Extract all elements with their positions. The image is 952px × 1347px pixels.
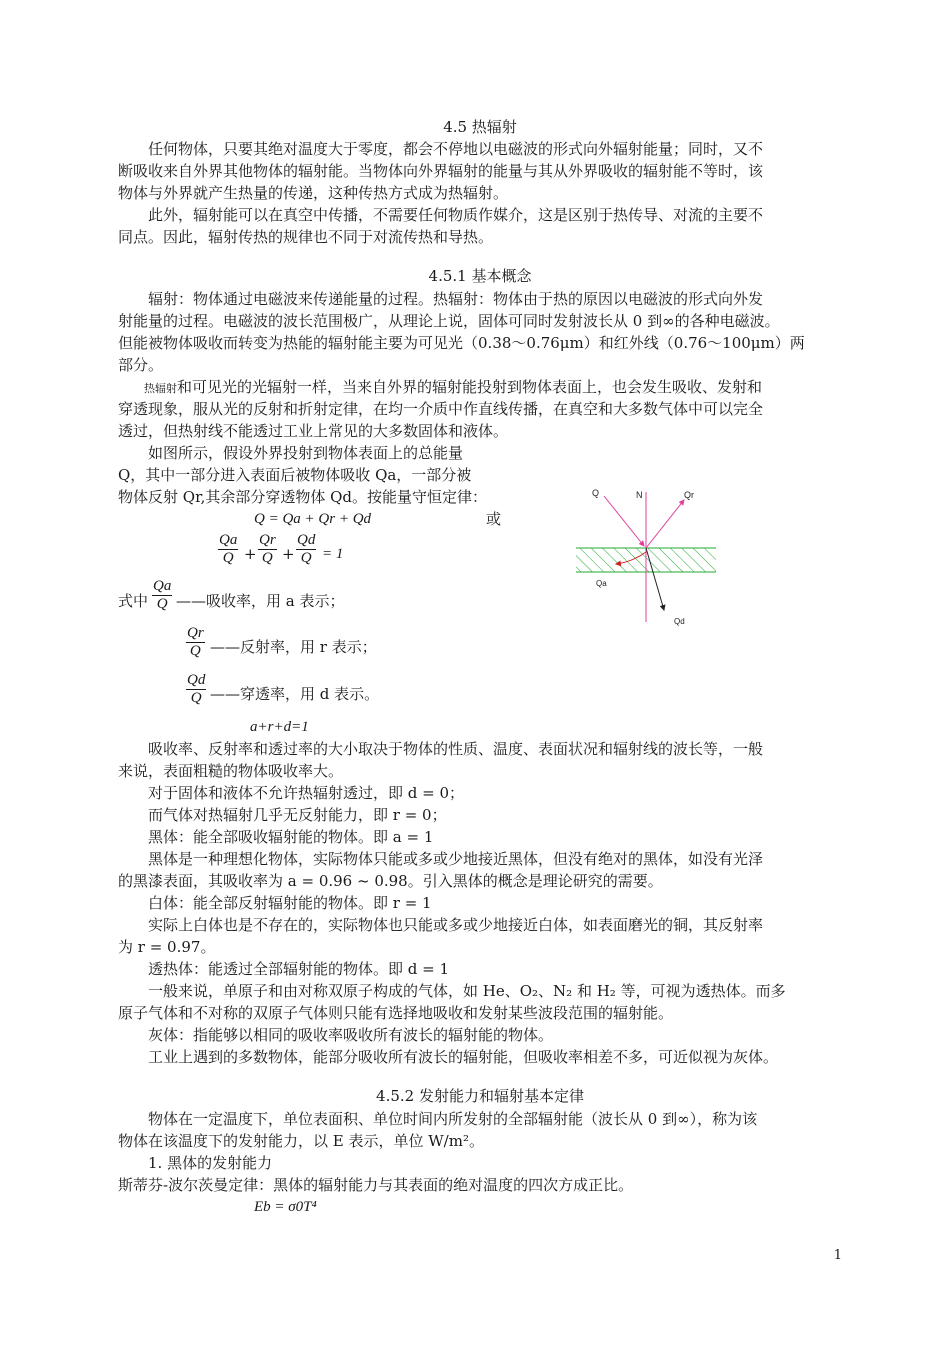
paragraph-line: 透过，但热射线不能透过工业上常见的大多数固体和液体。: [118, 422, 509, 440]
definition-reflectivity: ——反射率，用 r 表示；: [210, 638, 377, 656]
fraction-qd-q: Qd Q: [297, 532, 316, 566]
small-text: 热辐射: [144, 382, 177, 395]
definition-absorptivity: ——吸收率，用 a 表示；: [176, 592, 345, 610]
paragraph-line: [144, 376, 842, 400]
paragraph-line: 辐射：物体通过电磁波来传递能量的过程。热辐射：物体由于热的原因以电磁波的形式向外发: [148, 290, 764, 308]
paragraph-line: Q，其中一部分进入表面后被物体吸收 Qa，一部分被: [118, 466, 472, 484]
definition-transmissivity: ——穿透率，用 d 表示。: [210, 685, 380, 703]
paragraph-line: 如图所示，假设外界投射到物体表面上的总能量: [148, 444, 464, 462]
paragraph-line: 白体：能全部反射辐射能的物体。即 r = 1: [148, 894, 432, 912]
equation-sum-one: a+r+d=1: [250, 719, 309, 735]
intro-line: 物体与外界就产生热量的传递，这种传热方式成为热辐射。: [118, 184, 509, 202]
subsection-heading: 4.5.1 基本概念: [428, 267, 532, 285]
page-number: 1: [833, 1248, 842, 1263]
intro-line: 此外，辐射能可以在真空中传播，不需要任何物质作媒介，这是区别于热传导、对流的主要不: [148, 206, 764, 224]
paragraph-line: 工业上遇到的多数物体，能部分吸收所有波长的辐射能，但吸收率相差不多，可近似视为灰体。: [148, 1048, 779, 1066]
section-title: 4.5 热辐射: [443, 118, 517, 136]
paragraph-line: 实际上白体也是不存在的，实际物体也只能或多或少地接近白体，如表面磨光的铜，其反射率: [148, 916, 764, 934]
equation-energy-balance: Q = Qa + Qr + Qd: [254, 511, 372, 527]
paragraph-line: 穿透现象，服从光的反射和折射定律，在均一介质中作直线传播，在真空和大多数气体中可以完全: [118, 400, 764, 418]
fraction-qr-q: Qr Q: [259, 532, 276, 566]
equation-or: 或: [486, 510, 502, 528]
plus-sign: +: [282, 545, 295, 563]
label-qd: Qd: [674, 617, 685, 626]
paragraph-line: 一般来说，单原子和由对称双原子构成的气体，如 He、O₂、N₂ 和 H₂ 等，可视为透热体。而多: [148, 982, 786, 1000]
paragraph-line: 黑体：能全部吸收辐射能的物体。即 a = 1: [148, 828, 434, 846]
label-qa: Qa: [596, 579, 607, 588]
fraction-qa-q: Qa Q: [219, 532, 238, 566]
paragraph-line: 的黑漆表面，其吸收率为 a = 0.96 ~ 0.98。引入黑体的概念是理论研究的需要。: [118, 872, 663, 890]
reflected-ray: [646, 500, 684, 548]
intro-line: 任何物体，只要其绝对温度大于零度，都会不停地以电磁波的形式向外辐射能量；同时，又不: [148, 140, 764, 158]
paragraph-line: 为 r = 0.97。: [118, 938, 216, 956]
paragraph-line: 对于固体和液体不允许热辐射透过，即 d = 0；: [148, 784, 465, 802]
label-q: Q: [592, 488, 600, 498]
paragraph-line: 射能量的过程。电磁波的波长范围极广，从理论上说，固体可同时发射波长从 0 到∞的各种电磁波。: [118, 312, 780, 330]
paragraph-line: 但能被物体吸收而转变为热能的辐射能主要为可见光（0.38～0.76μm）和红外线（0.76～100μm）两: [118, 334, 805, 352]
paragraph-line: 物体在一定温度下，单位表面积、单位时间内所发射的全部辐射能（波长从 0 到∞），称为该: [148, 1110, 758, 1128]
paragraph-line: 黑体是一种理想化物体，实际物体只能或多或少地接近黑体，但没有绝对的黑体，如没有光泽: [148, 850, 764, 868]
fraction-reflectivity: Qr Q: [187, 625, 204, 659]
incident-ray: [604, 496, 644, 546]
paragraph-line: 斯蒂芬-波尔茨曼定律：黑体的辐射能力与其表面的绝对温度的四次方成正比。: [118, 1176, 634, 1194]
paragraph-line: 1. 黑体的发射能力: [148, 1154, 273, 1172]
paragraph-line: 部分。: [118, 356, 164, 374]
intro-line: 断吸收来自外界其他物体的辐射能。当物体向外界辐射的能量与其从外界吸收的辐射能不等时，该: [118, 162, 764, 180]
paragraph-line: 吸收率、反射率和透过率的大小取决于物体的性质、温度、表面状况和辐射线的波长等，一般: [148, 740, 764, 758]
paragraph-line: 来说，表面粗糙的物体吸收率大。: [118, 762, 344, 780]
radiation-diagram: [570, 482, 730, 632]
definition-prefix: 式中: [118, 592, 149, 610]
subsection-heading: 4.5.2 发射能力和辐射基本定律: [376, 1087, 584, 1105]
paragraph-line: 透热体：能透过全部辐射能的物体。即 d = 1: [148, 960, 450, 978]
paragraph-line: 物体反射 Qr,其余部分穿透物体 Qd。按能量守恒定律：: [118, 488, 488, 506]
label-qr: Qr: [684, 490, 694, 500]
plus-sign: +: [244, 545, 257, 563]
paragraph-line: 原子气体和不对称的双原子气体则只能有选择地吸收和发射某些波段范围的辐射能。: [118, 1004, 674, 1022]
paragraph-line: 而气体对热辐射几乎无反射能力，即 r = 0；: [148, 806, 447, 824]
paragraph-text: 和可见光的光辐射一样，当来自外界的辐射能投射到物体表面上，也会发生吸收、发射和: [177, 378, 763, 396]
equation-stefan-boltzmann: Eb = σ0T⁴: [254, 1199, 317, 1215]
fraction-absorptivity: Qa Q: [153, 578, 172, 612]
equals-one: = 1: [322, 546, 344, 562]
paragraph-line: 物体在该温度下的发射能力，以 E 表示，单位 W/m²。: [118, 1132, 484, 1150]
label-n: N: [636, 490, 643, 500]
paragraph-line: 灰体：指能够以相同的吸收率吸收所有波长的辐射能的物体。: [148, 1026, 554, 1044]
fraction-transmissivity: Qd Q: [187, 672, 206, 706]
intro-line: 同点。因此，辐射传热的规律也不同于对流传热和导热。: [118, 228, 494, 246]
